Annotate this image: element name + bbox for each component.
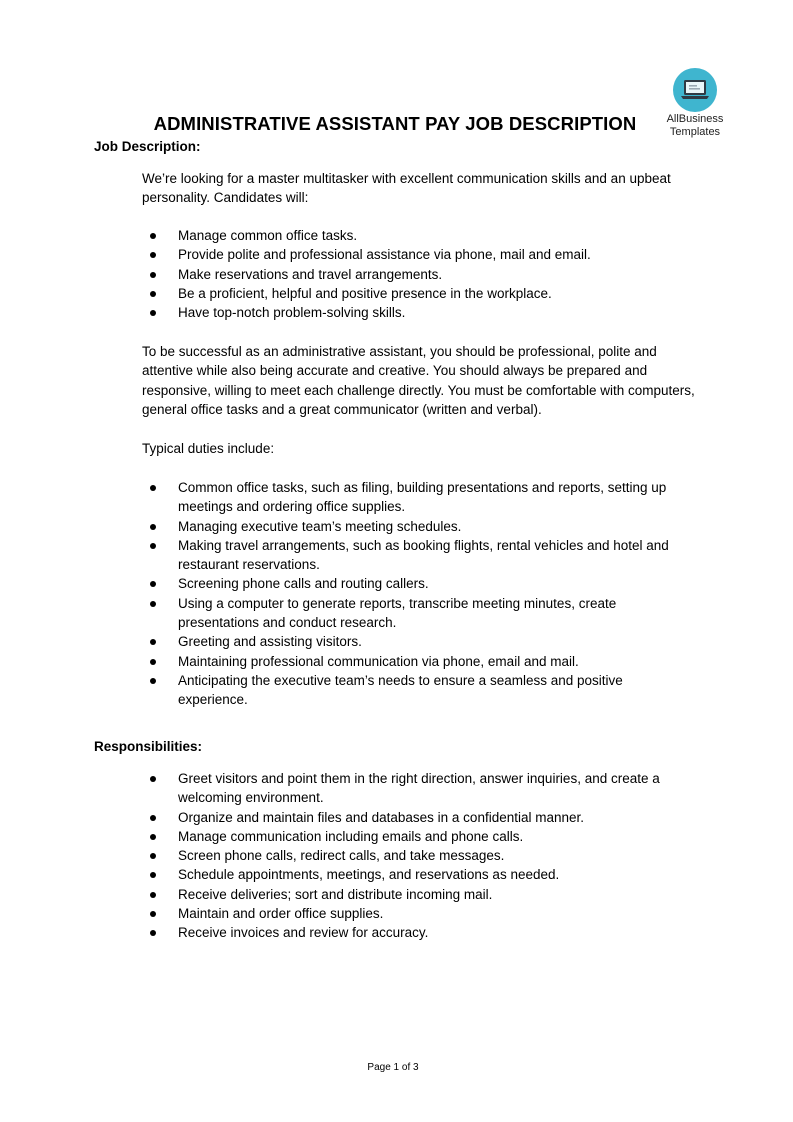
list-item-text: Managing executive team’s meeting schedules. xyxy=(178,518,462,534)
bullet-icon xyxy=(150,601,156,607)
list-item-text: Maintaining professional communication via phone, email and mail. xyxy=(178,653,579,669)
list-item-text: Making travel arrangements, such as booking flights, rental vehicles and hotel and restaurant reservations. xyxy=(178,537,669,573)
page-number-footer: Page 1 of 3 xyxy=(367,1062,419,1073)
list-item xyxy=(142,226,702,245)
list-item-text: Common office tasks, such as filing, building presentations and reports, setting up meetings and ordering office supplies. xyxy=(178,480,667,515)
list-item xyxy=(142,536,682,575)
list-item-text: Have top-notch problem-solving skills. xyxy=(178,305,406,321)
list-item xyxy=(142,827,672,846)
list-item xyxy=(142,284,702,303)
intro-paragraph: We’re looking for a master multitasker with excellent communication skills and an upbeat personality. Candidates will: xyxy=(142,171,671,206)
bullet-icon xyxy=(150,678,156,684)
bullet-icon xyxy=(150,834,156,840)
bullet-icon xyxy=(150,543,156,549)
list-item xyxy=(142,885,672,904)
list-item xyxy=(142,594,682,633)
bullet-icon xyxy=(150,581,156,587)
list-item xyxy=(142,808,672,827)
list-item-text: Organize and maintain files and databases in a confidential manner. xyxy=(178,809,585,825)
bullet-icon xyxy=(150,930,156,936)
list-item-text: Receive invoices and review for accuracy. xyxy=(178,925,429,941)
list-item xyxy=(142,245,702,264)
list-item xyxy=(142,671,682,710)
list-item xyxy=(142,769,672,808)
list-item-text: Make reservations and travel arrangements. xyxy=(178,266,443,282)
list-item xyxy=(142,303,702,322)
list-item-text: Maintain and order office supplies. xyxy=(178,906,384,922)
bullet-icon xyxy=(150,911,156,917)
bullet-icon xyxy=(150,892,156,898)
bullet-icon xyxy=(150,485,156,491)
list-item xyxy=(142,632,682,651)
list-item-text: Provide polite and professional assistance via phone, mail and email. xyxy=(178,247,591,263)
list-item-text: Anticipating the executive team’s needs to ensure a seamless and positive experience. xyxy=(178,672,623,708)
document-title: ADMINISTRATIVE ASSISTANT PAY JOB DESCRIPTION xyxy=(153,113,637,134)
list-item xyxy=(142,923,672,942)
bullet-icon xyxy=(150,815,156,821)
bullet-icon xyxy=(150,524,156,530)
list-item-text: Schedule appointments, meetings, and reservations as needed. xyxy=(178,867,560,883)
bullet-icon xyxy=(150,776,156,782)
bullet-icon xyxy=(150,252,156,258)
bullet-icon xyxy=(150,872,156,878)
responsibilities-heading: Responsibilities: xyxy=(94,739,203,754)
list-item xyxy=(142,478,682,517)
bullet-icon xyxy=(150,272,156,278)
bullet-icon xyxy=(150,639,156,645)
list-item-text: Screen phone calls, redirect calls, and take messages. xyxy=(178,848,505,864)
duties-list xyxy=(142,478,682,710)
list-item xyxy=(142,652,682,671)
bullet-icon xyxy=(150,291,156,297)
job-description-heading: Job Description: xyxy=(94,139,201,154)
list-item-text: Manage common office tasks. xyxy=(178,228,358,243)
bullet-icon xyxy=(150,310,156,316)
list-item xyxy=(142,846,672,865)
candidate-list xyxy=(142,226,702,322)
list-item xyxy=(142,517,682,536)
list-item-text: Using a computer to generate reports, transcribe meeting minutes, create presentations and conduct research. xyxy=(178,595,617,631)
list-item-text: Greeting and assisting visitors. xyxy=(178,634,362,650)
list-item-text: Receive deliveries; sort and distribute incoming mail. xyxy=(178,886,493,902)
list-item-text: Be a proficient, helpful and positive presence in the workplace. xyxy=(178,285,552,301)
list-item xyxy=(142,574,682,593)
list-item xyxy=(142,865,672,884)
logo-text-line2: Templates xyxy=(669,126,721,138)
list-item xyxy=(142,904,672,923)
success-paragraph: To be successful as an administrative assistant, you should be professional, polite and attentive while also being accurate and creative. You should always be prepared and responsive, willing to meet each challenge directly. You must be comfortable with computers, general office tasks and a great communicator (written and verbal). xyxy=(142,344,695,417)
responsibilities-list xyxy=(142,769,672,943)
bullet-icon xyxy=(150,659,156,665)
list-item-text: Screening phone calls and routing callers. xyxy=(178,576,429,592)
list-item xyxy=(142,265,702,284)
bullet-icon xyxy=(150,853,156,859)
laptop-icon xyxy=(673,68,717,112)
list-item-text: Greet visitors and point them in the right direction, answer inquiries, and create a welcoming environment. xyxy=(178,771,660,806)
bullet-icon xyxy=(150,233,156,239)
duties-intro: Typical duties include: xyxy=(142,441,275,456)
logo-text-line1: AllBusiness xyxy=(666,113,724,125)
list-item-text: Manage communication including emails and phone calls. xyxy=(178,828,524,844)
